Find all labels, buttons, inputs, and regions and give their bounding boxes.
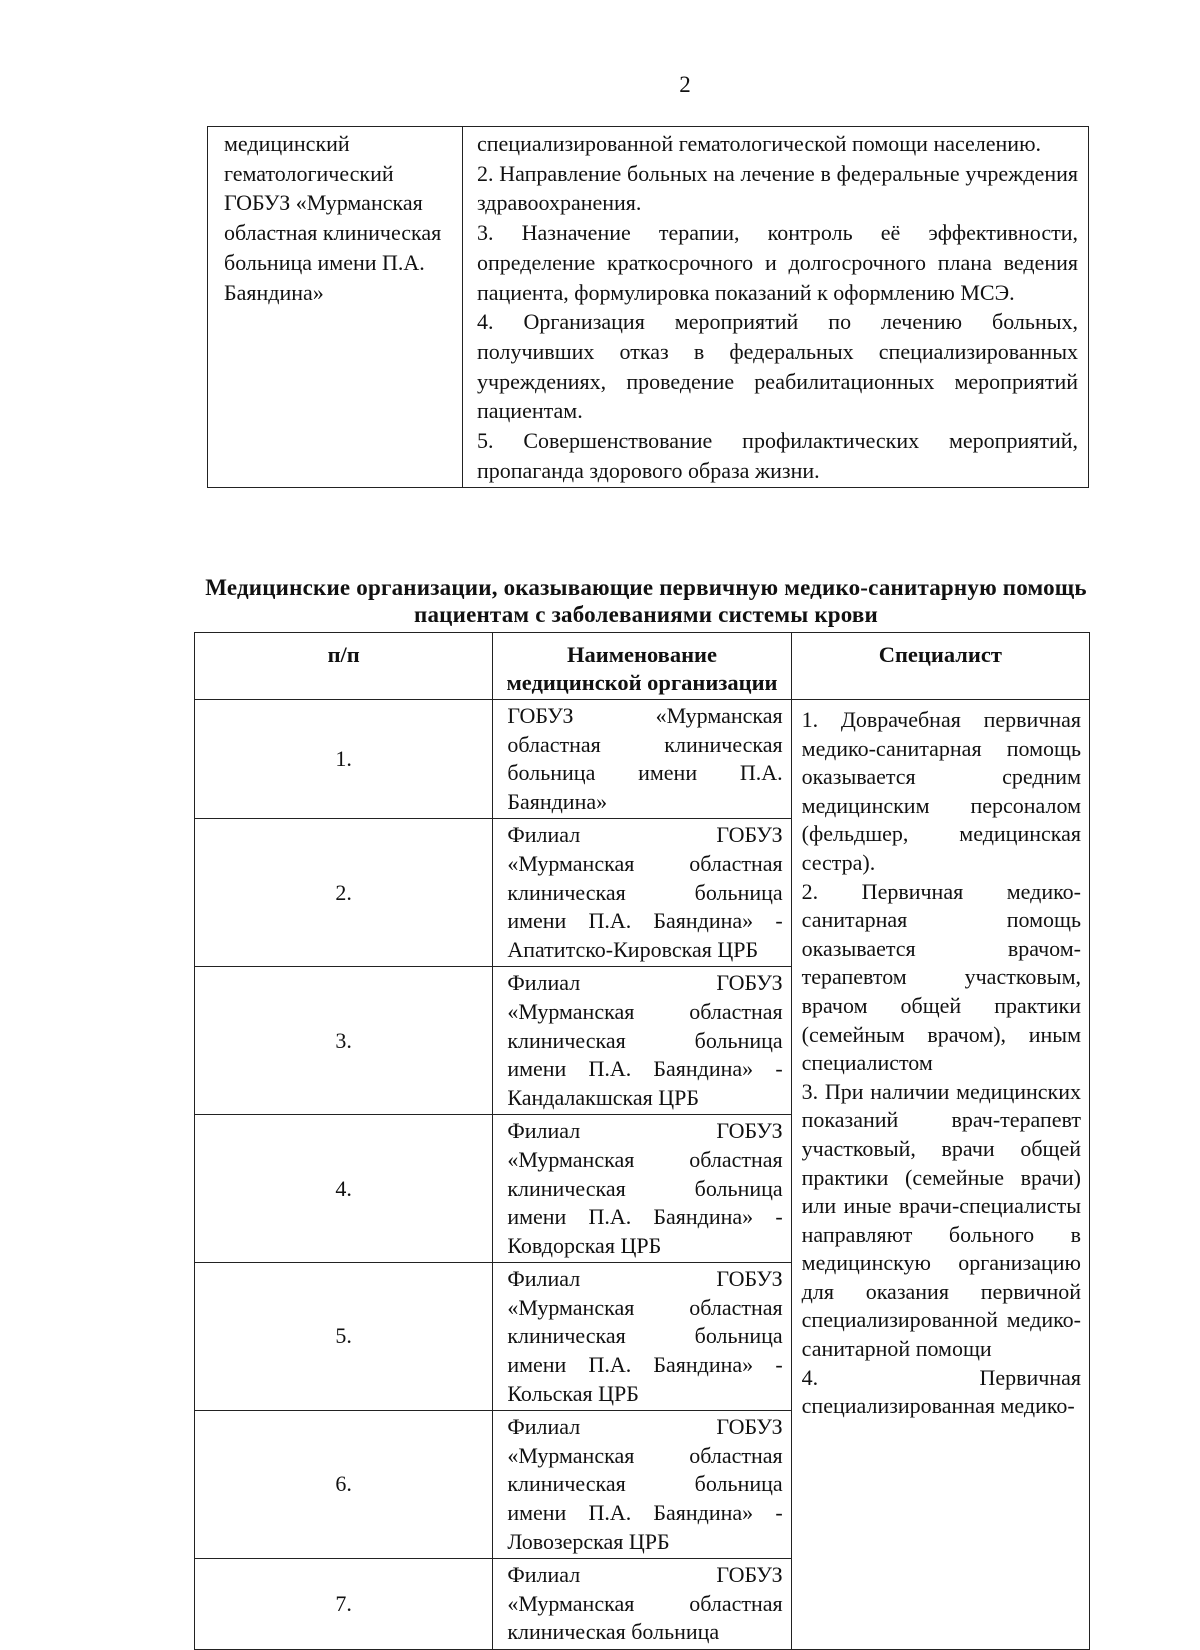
row-organization: Филиал ГОБУЗ «Мурманская областная клиническая больница имени П.А. Баяндина» - Апатитско-Кировская ЦРБ: [493, 819, 791, 967]
specialist-cell: [791, 700, 1089, 1650]
row-number: 5.: [195, 1263, 493, 1411]
row-number: 6.: [195, 1411, 493, 1559]
list-item: 4. Организация мероприятий по лечению больных, получивших отказ в федеральных специализированных учреждениях, проведение реабилитационных мероприятий пациентам.: [477, 309, 1078, 424]
row-number: 3.: [195, 967, 493, 1115]
row-organization: Филиал ГОБУЗ «Мурманская областная клиническая больница имени П.А. Баяндина» - Кандалакшская ЦРБ: [493, 967, 791, 1115]
row-number: 7.: [195, 1559, 493, 1650]
list-item: 2. Направление больных на лечение в федеральные учреждения здравоохранения.: [477, 160, 1078, 216]
row-organization: Филиал ГОБУЗ «Мурманская областная клиническая больница имени П.А. Баяндина» - Ковдорская ЦРБ: [493, 1115, 791, 1263]
header-organization: Наименование медицинской организации: [493, 633, 791, 700]
list-item: 1. Доврачебная первичная медико-санитарная помощь оказывается средним медицинским персоналом (фельдшер, медицинская сестра).: [801, 707, 1081, 875]
continuation-table: [207, 126, 1089, 488]
list-item: специализированной гематологической помощи населению.: [477, 131, 1042, 156]
row-number: 2.: [195, 819, 493, 967]
row-number: 1.: [195, 700, 493, 819]
header-specialist: Специалист: [791, 633, 1089, 700]
section-heading: Медицинские организации, оказывающие первичную медико-санитарную помощь пациентам с заболеваниями системы крови: [205, 575, 1087, 627]
table-row: [195, 700, 1090, 819]
table-header-row: [195, 633, 1090, 700]
continuation-left-cell: медицинский гематологический ГОБУЗ «Мурманская областная клиническая больница имени П.А. Баяндина»: [208, 127, 463, 488]
row-organization: Филиал ГОБУЗ «Мурманская областная клиническая больница имени П.А. Баяндина» - Ловозерская ЦРБ: [493, 1411, 791, 1559]
row-organization: ГОБУЗ «Мурманская областная клиническая больница имени П.А. Баяндина»: [493, 700, 791, 819]
organizations-table: [194, 632, 1090, 1650]
list-item: 3. Назначение терапии, контроль её эффективности, определение краткосрочного и долгосрочного плана ведения пациента, формулировка показаний к оформлению МСЭ.: [477, 220, 1078, 305]
list-item: 5. Совершенствование профилактических мероприятий, пропаганда здорового образа жизни.: [477, 428, 1078, 483]
row-organization: Филиал ГОБУЗ «Мурманская областная клиническая больница имени П.А. Баяндина» - Кольская ЦРБ: [493, 1263, 791, 1411]
row-organization: Филиал ГОБУЗ «Мурманская областная клиническая больница: [493, 1559, 791, 1650]
header-number: п/п: [195, 633, 493, 700]
continuation-right-cell: [463, 127, 1089, 488]
list-item: 2. Первичная медико-санитарная помощь оказывается врачом-терапевтом участковым, врачом общей практики (семейным врачом), иным специалистом: [801, 878, 1081, 1076]
page-number: 2: [679, 72, 691, 97]
table-row: [208, 127, 1089, 488]
list-item: 4. Первичная специализированная медико-: [801, 1364, 1081, 1419]
list-item: 3. При наличии медицинских показаний врач-терапевт участковый, врачи общей практики (семейные врачи) или иные врачи-специалисты направляют больного в медицинскую организацию для оказания первичной специализированной медико-санитарной помощи: [801, 1078, 1081, 1362]
row-number: 4.: [195, 1115, 493, 1263]
